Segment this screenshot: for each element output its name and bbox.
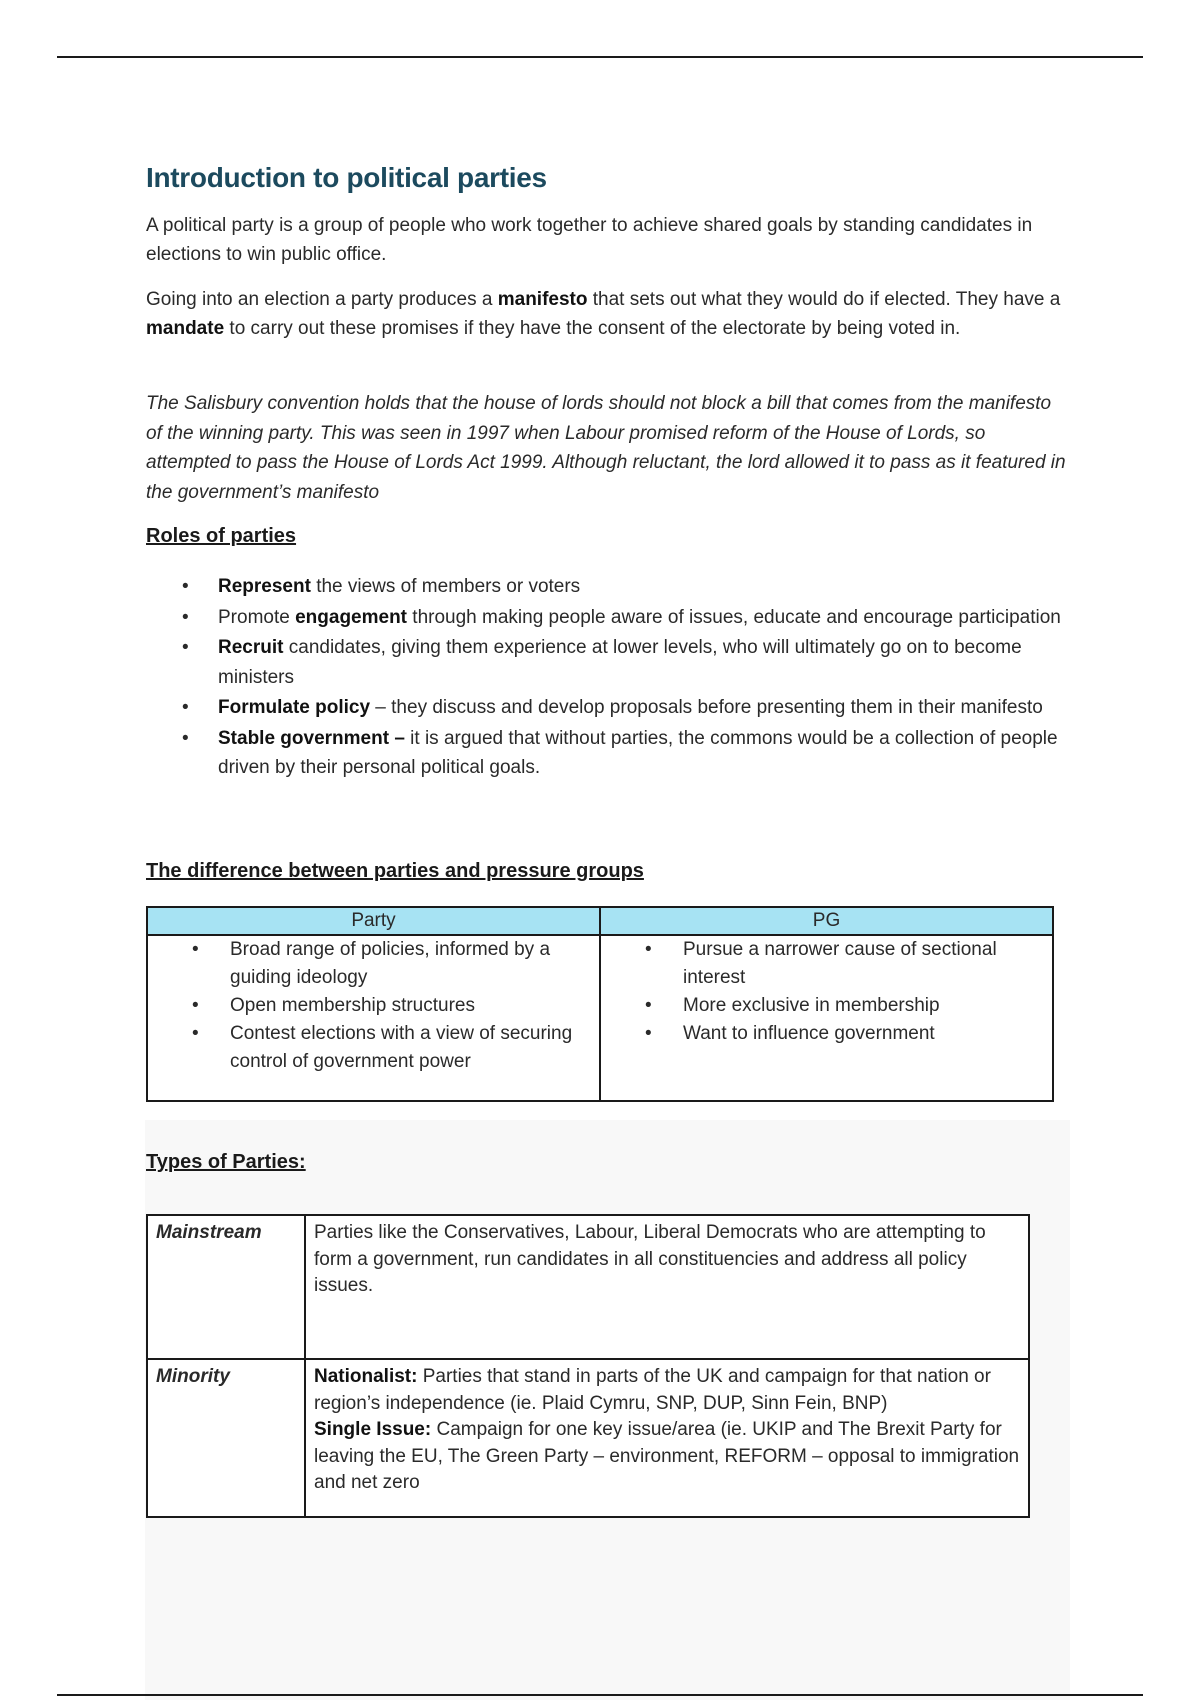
role-item: • Formulate policy – they discuss and develop proposals before presenting them in their manifesto xyxy=(176,693,1066,723)
bullet-icon: • xyxy=(645,1023,652,1044)
bullet-icon: • xyxy=(192,995,199,1016)
role-item: • Stable government – it is argued that without parties, the commons would be a collection of people driven by their personal political goals. xyxy=(176,724,1066,783)
pg-cell xyxy=(600,935,1053,1101)
bullet-icon: • xyxy=(192,939,199,960)
mainstream-description: Parties like the Conservatives, Labour, Liberal Democrats who are attempting to form a government, run candidates in all constituencies and address all policy issues. xyxy=(305,1215,1029,1359)
party-types-table xyxy=(146,1214,1030,1518)
manifesto-term: manifesto xyxy=(497,289,588,310)
party-column-header: Party xyxy=(147,907,600,935)
mandate-term: mandate xyxy=(146,317,225,339)
roles-list xyxy=(176,572,1066,784)
bullet-icon: • xyxy=(182,637,189,658)
nationalist-entry: Nationalist: Parties that stand in parts of the UK and campaign for that nation or region’s independence (ie. Plaid Cymru, SNP, DUP, Sinn Fein, BNP) xyxy=(314,1366,991,1414)
types-heading: Types of Parties: xyxy=(146,1151,306,1173)
pg-point: • More exclusive in membership xyxy=(601,992,1052,1020)
role-item: • Represent the views of members or voters xyxy=(176,572,1066,602)
pg-point: • Pursue a narrower cause of sectional interest xyxy=(601,936,1052,992)
page-title: Introduction to political parties xyxy=(146,162,547,193)
roles-heading: Roles of parties xyxy=(146,525,297,547)
party-vs-pg-table xyxy=(146,906,1054,1102)
bullet-icon: • xyxy=(192,1023,199,1044)
intro-paragraph-1: A political party is a group of people who work together to achieve shared goals by standing candidates in elections to win public office. xyxy=(146,215,1033,265)
pg-column-header: PG xyxy=(600,907,1053,935)
minority-description xyxy=(305,1359,1029,1517)
single-issue-entry: Single Issue: Campaign for one key issue/area (ie. UKIP and The Brexit Party for leaving the EU, The Green Party – environment, REFORM – opposal to immigration and net zero xyxy=(314,1419,1020,1493)
nationalist-label: Nationalist: xyxy=(314,1366,418,1387)
p2-text-1: Going into an election a party produces a xyxy=(146,289,498,310)
single-issue-label: Single Issue: xyxy=(314,1419,432,1440)
role-item: • Recruit candidates, giving them experience at lower levels, who will ultimately go on to become ministers xyxy=(176,633,1066,692)
salisbury-paragraph: The Salisbury convention holds that the house of lords should not block a bill that comes from the manifesto of the winning party. This was seen in 1997 when Labour promised reform of the House of Lords, so attempted to pass the House of Lords Act 1999. Although reluctant, the lord allowed it to pass as it featured in the government’s manifesto xyxy=(146,393,1066,503)
party-point: • Contest elections with a view of securing control of government power xyxy=(148,1020,599,1076)
party-point: • Open membership structures xyxy=(148,992,599,1020)
bullet-icon: • xyxy=(182,576,189,597)
bullet-icon: • xyxy=(182,697,189,718)
minority-label: Minority xyxy=(147,1359,305,1517)
party-point: • Broad range of policies, informed by a guiding ideology xyxy=(148,936,599,992)
bullet-icon: • xyxy=(645,995,652,1016)
difference-heading: The difference between parties and pressure groups xyxy=(146,860,644,882)
intro-paragraph-2 xyxy=(146,286,1066,343)
role-item: • Promote engagement through making people aware of issues, educate and encourage participation xyxy=(176,603,1066,633)
bullet-icon: • xyxy=(645,939,652,960)
pg-point: • Want to influence government xyxy=(601,1020,1052,1048)
bottom-rule xyxy=(57,1694,1143,1696)
p2-text-2: that sets out what they would do if elected. They have a xyxy=(587,289,1061,310)
p2-text-3: to carry out these promises if they have the consent of the electorate by being voted in. xyxy=(224,317,961,339)
party-cell xyxy=(147,935,600,1101)
bullet-icon: • xyxy=(182,606,189,628)
top-rule xyxy=(57,56,1143,58)
mainstream-label: Mainstream xyxy=(147,1215,305,1359)
bullet-icon: • xyxy=(182,727,189,749)
